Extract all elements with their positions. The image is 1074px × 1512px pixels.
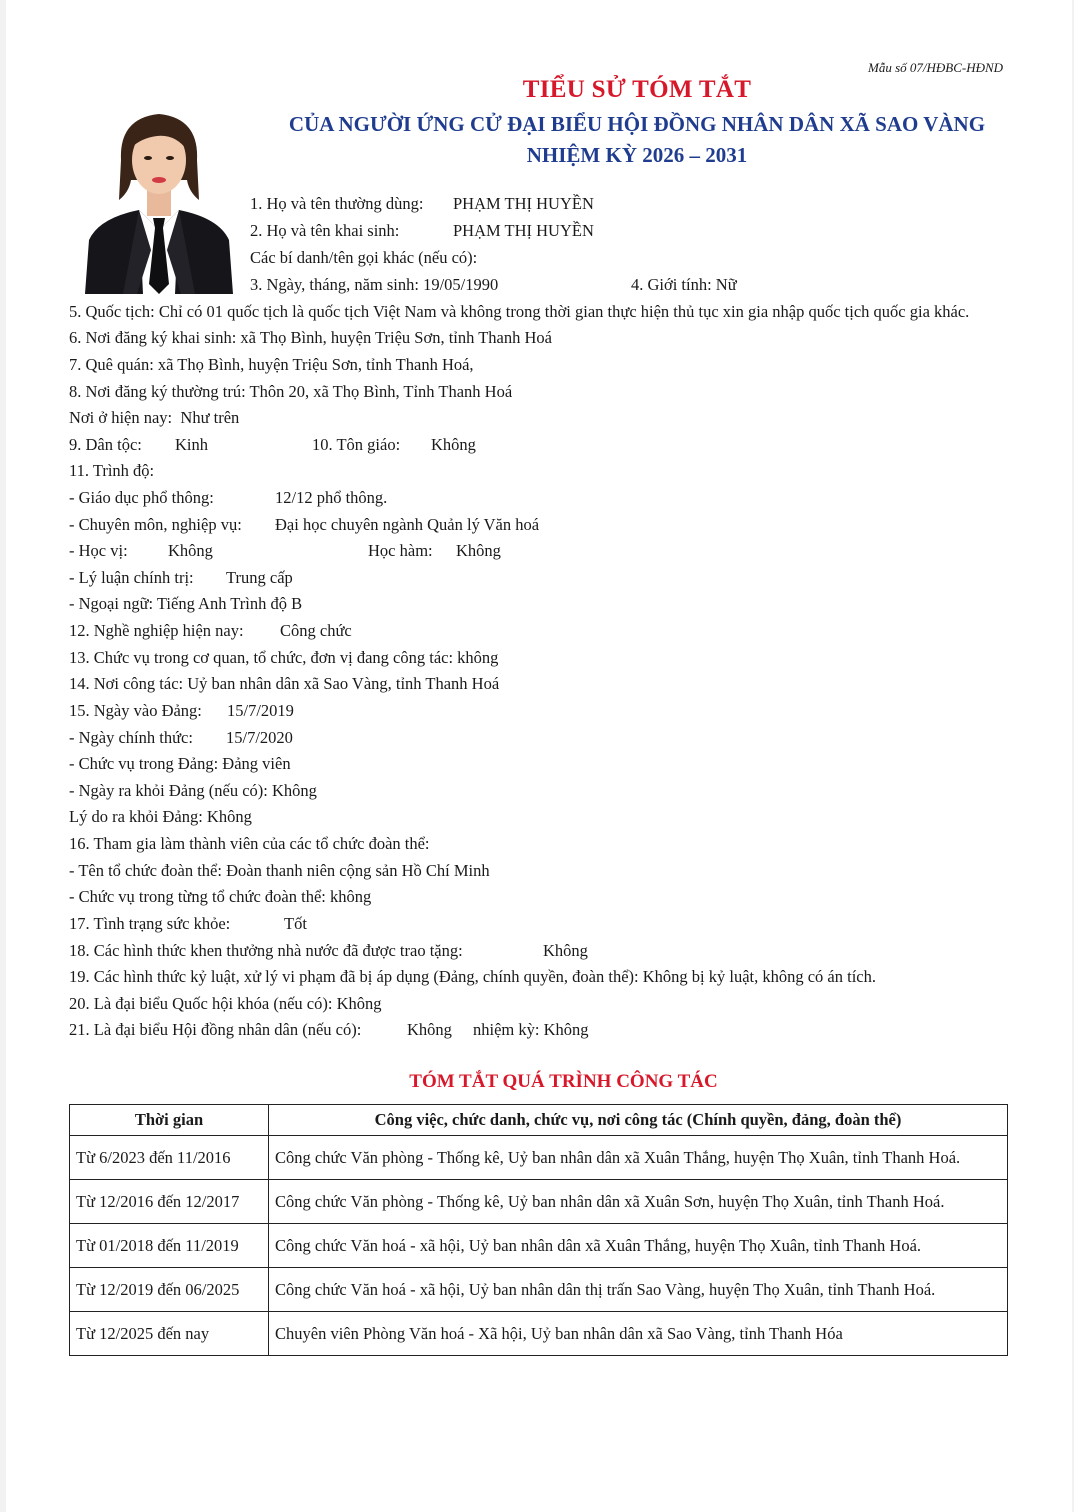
field-discipline: 19. Các hình thức kỷ luật, xử lý vi phạm đã bị áp dụng (Đảng, chính quyền, đoàn thể): Không bị kỷ luật, không có án tích. xyxy=(69,967,876,986)
field-occupation xyxy=(69,621,352,641)
job-cell: Công chức Văn hoá - xã hội, Uỷ ban nhân dân xã Xuân Thắng, huyện Thọ Xuân, tỉnh Thanh Hoá. xyxy=(269,1224,1008,1268)
candidate-portrait-photo xyxy=(79,100,239,294)
field-value: Trung cấp xyxy=(226,568,293,587)
field-organization-position: - Chức vụ trong từng tổ chức đoàn thể: không xyxy=(69,887,372,906)
field-ethnicity xyxy=(69,435,208,455)
field-label: 10. Tôn giáo: xyxy=(312,435,401,454)
field-general-education xyxy=(69,488,388,508)
document-page xyxy=(6,0,1072,1512)
table-row xyxy=(70,1136,1008,1180)
field-label: 1. Họ và tên thường dùng: xyxy=(250,194,424,213)
field-label: Học hàm: xyxy=(368,541,433,560)
field-value: 15/7/2019 xyxy=(227,701,294,720)
job-cell: Công chức Văn phòng - Thống kê, Uỷ ban nhân dân xã Xuân Thắng, huyện Thọ Xuân, tỉnh Thanh Hoá. xyxy=(269,1136,1008,1180)
field-position: 13. Chức vụ trong cơ quan, tổ chức, đơn vị đang công tác: không xyxy=(69,648,499,667)
field-religion xyxy=(312,435,476,455)
field-party-leave-date: - Ngày ra khỏi Đảng (nếu có): Không xyxy=(69,781,317,800)
field-national-assembly: 20. Là đại biểu Quốc hội khóa (nếu có): Không xyxy=(69,994,382,1013)
field-gender: 4. Giới tính: Nữ xyxy=(631,275,737,294)
field-party-leave-reason: Lý do ra khỏi Đảng: Không xyxy=(69,807,252,826)
field-label: 12. Nghề nghiệp hiện nay: xyxy=(69,621,244,640)
field-label: - Ngày chính thức: xyxy=(69,728,193,747)
field-major xyxy=(69,515,540,535)
field-permanent-residence: 8. Nơi đăng ký thường trú: Thôn 20, xã Thọ Bình, Tỉnh Thanh Hoá xyxy=(69,382,513,401)
field-label: - Lý luận chính trị: xyxy=(69,568,194,587)
job-cell: Chuyên viên Phòng Văn hoá - Xã hội, Uỷ ban nhân dân xã Sao Vàng, tỉnh Thanh Hóa xyxy=(269,1312,1008,1356)
field-label: 15. Ngày vào Đảng: xyxy=(69,701,202,720)
field-organizations: 16. Tham gia làm thành viên của các tổ chức đoàn thể: xyxy=(69,834,430,853)
table-row xyxy=(70,1268,1008,1312)
field-value: PHẠM THỊ HUYỀN xyxy=(453,194,594,213)
table-row xyxy=(70,1312,1008,1356)
field-health xyxy=(69,914,307,934)
field-value: Đại học chuyên ngành Quản lý Văn hoá xyxy=(275,515,540,534)
field-label: 3. Ngày, tháng, năm sinh: xyxy=(250,275,419,294)
column-header-period: Thời gian xyxy=(70,1105,269,1136)
form-number: Mẫu số 07/HĐBC-HĐND xyxy=(868,60,1004,75)
document-subtitle: CỦA NGƯỜI ỨNG CỬ ĐẠI BIỂU HỘI ĐỒNG NHÂN DÂN XÃ SAO VÀNG xyxy=(288,112,986,136)
work-history-table xyxy=(69,1104,1008,1356)
period-cell: Từ 12/2025 đến nay xyxy=(70,1312,269,1356)
field-academic-degree xyxy=(69,541,213,561)
period-cell: Từ 12/2019 đến 06/2025 xyxy=(70,1268,269,1312)
field-birth-date xyxy=(250,275,498,295)
field-value: Kinh xyxy=(175,435,208,454)
job-cell: Công chức Văn hoá - xã hội, Uỷ ban nhân dân thị trấn Sao Vàng, huyện Thọ Xuân, tỉnh Thanh Hoá. xyxy=(269,1268,1008,1312)
field-foreign-language: - Ngoại ngữ: Tiếng Anh Trình độ B xyxy=(69,594,303,613)
field-awards xyxy=(69,941,588,961)
field-value: Như trên xyxy=(180,408,240,427)
field-qualification: 11. Trình độ: xyxy=(69,461,155,480)
field-label: Nơi ở hiện nay: xyxy=(69,408,173,427)
field-value: 19/05/1990 xyxy=(423,275,499,294)
field-current-residence xyxy=(69,408,239,428)
field-label: - Học vị: xyxy=(69,541,128,560)
field-label: 2. Họ và tên khai sinh: xyxy=(250,221,400,240)
field-common-name xyxy=(250,194,594,214)
field-alias: Các bí danh/tên gọi khác (nếu có): xyxy=(250,248,478,267)
period-cell: Từ 12/2016 đến 12/2017 xyxy=(70,1180,269,1224)
field-nationality: 5. Quốc tịch: Chỉ có 01 quốc tịch là quốc tịch Việt Nam và không trong thời gian thực hiện thủ tục xin gia nhập quốc tịch quốc gia khác. xyxy=(69,302,970,321)
document-term: NHIỆM KỲ 2026 – 2031 xyxy=(526,143,748,167)
field-political-theory xyxy=(69,568,293,588)
field-label: - Chuyên môn, nghiệp vụ: xyxy=(69,515,242,534)
field-label: - Giáo dục phổ thông: xyxy=(69,488,214,507)
field-term: nhiệm kỳ: Không xyxy=(473,1020,589,1039)
field-label: 18. Các hình thức khen thưởng nhà nước đã được trao tặng: xyxy=(69,941,463,960)
job-cell: Công chức Văn phòng - Thống kê, Uỷ ban nhân dân xã Xuân Sơn, huyện Thọ Xuân, tỉnh Thanh Hoá. xyxy=(269,1180,1008,1224)
field-party-position: - Chức vụ trong Đảng: Đảng viên xyxy=(69,754,291,773)
field-academic-rank xyxy=(368,541,501,561)
period-cell: Từ 6/2023 đến 11/2016 xyxy=(70,1136,269,1180)
field-party-official-date xyxy=(69,728,293,748)
field-value: 12/12 phổ thông. xyxy=(275,488,388,507)
field-workplace: 14. Nơi công tác: Uỷ ban nhân dân xã Sao Vàng, tỉnh Thanh Hoá xyxy=(69,674,500,693)
field-value: Tốt xyxy=(284,914,307,933)
field-value: Không xyxy=(456,541,501,560)
field-hometown: 7. Quê quán: xã Thọ Bình, huyện Triệu Sơn, tỉnh Thanh Hoá, xyxy=(69,355,474,374)
table-row xyxy=(70,1180,1008,1224)
work-history-title: TÓM TẮT QUÁ TRÌNH CÔNG TÁC xyxy=(409,1071,718,1092)
field-label: 17. Tình trạng sức khỏe: xyxy=(69,914,231,933)
field-value: Công chức xyxy=(280,621,352,640)
field-birth-name xyxy=(250,221,594,241)
field-value: 15/7/2020 xyxy=(226,728,293,747)
field-birth-registration: 6. Nơi đăng ký khai sinh: xã Thọ Bình, huyện Triệu Sơn, tỉnh Thanh Hoá xyxy=(69,328,552,347)
table-header-row xyxy=(70,1105,1008,1136)
field-value: Không xyxy=(407,1020,452,1039)
column-header-job: Công việc, chức danh, chức vụ, nơi công tác (Chính quyền, đảng, đoàn thể) xyxy=(269,1105,1008,1136)
field-value: Không xyxy=(431,435,476,454)
field-party-join-date xyxy=(69,701,294,721)
field-label: 21. Là đại biểu Hội đồng nhân dân (nếu có): xyxy=(69,1020,362,1039)
field-label: 9. Dân tộc: xyxy=(69,435,142,454)
period-cell: Từ 01/2018 đến 11/2019 xyxy=(70,1224,269,1268)
field-value: Không xyxy=(168,541,213,560)
field-peoples-council xyxy=(69,1020,589,1040)
document-title: TIỂU SỬ TÓM TẮT xyxy=(522,76,752,103)
field-value: PHẠM THỊ HUYỀN xyxy=(453,221,594,240)
field-organization-name: - Tên tổ chức đoàn thể: Đoàn thanh niên cộng sản Hồ Chí Minh xyxy=(69,861,490,880)
table-row xyxy=(70,1224,1008,1268)
field-value: Không xyxy=(543,941,588,960)
